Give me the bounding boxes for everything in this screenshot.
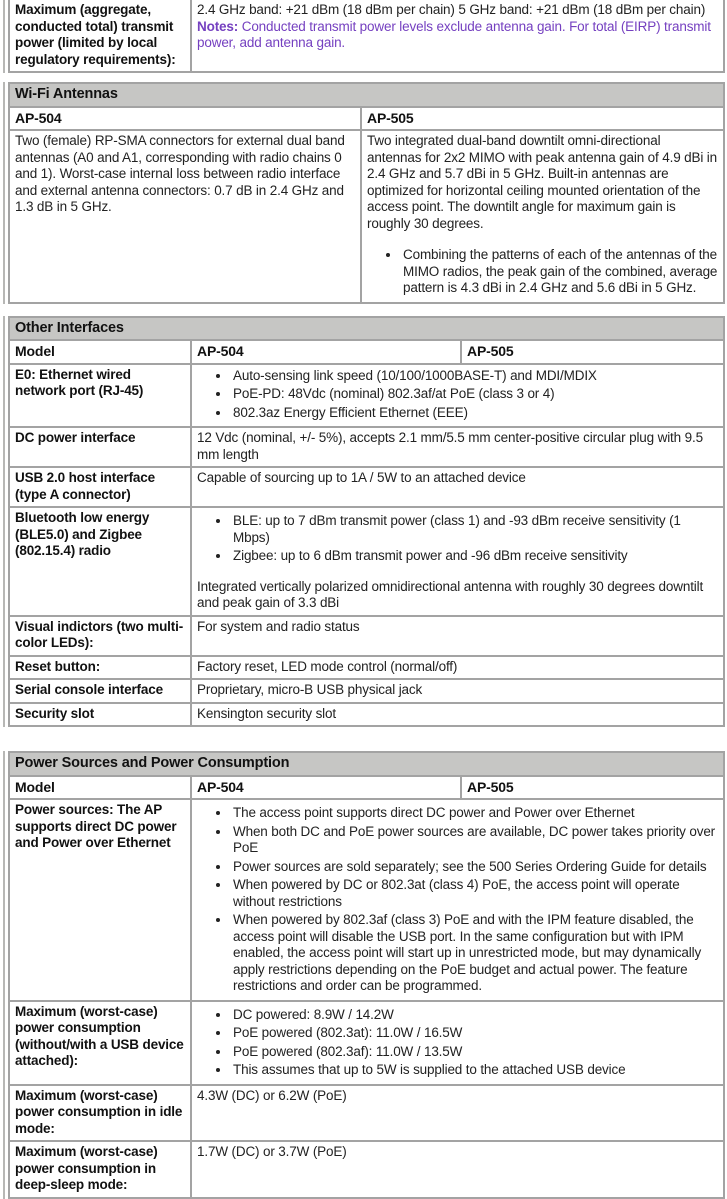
spec-label: Maximum (worst-case) power consumption (without/with a USB device attached): — [9, 1001, 191, 1085]
table-row — [9, 0, 724, 72]
ap505-antenna-cell — [361, 130, 724, 303]
column-header-row — [9, 776, 724, 800]
table-row-security-slot — [9, 703, 724, 727]
column-header-ap505: AP-505 — [361, 107, 724, 131]
table-row-reset-button — [9, 656, 724, 680]
bluetooth-antenna-note: Integrated vertically polarized omnidirectional antenna with roughly 30 degrees downtilt and peak gain of 3.3 dBi — [197, 578, 704, 610]
table-row-dc-power — [9, 427, 724, 467]
bullet-item: • BLE: up to 7 dBm transmit power (class 1) and -93 dBm receive sensitivity (1 Mbps) — [231, 513, 718, 546]
bullet-item: • Power sources are sold separately; see the 500 Series Ordering Guide for details — [231, 859, 718, 876]
column-header-ap505: AP-505 — [461, 776, 724, 800]
spec-value: 4.3W (DC) or 6.2W (PoE) — [191, 1085, 724, 1142]
bullet-item: • When both DC and PoE power sources are available, DC power takes priority over PoE — [231, 824, 718, 857]
column-header-model: Model — [9, 776, 191, 800]
spec-value: 12 Vdc (nominal, +/- 5%), accepts 2.1 mm/5.5 mm center-positive circular plug with 9.5 mm length — [191, 427, 724, 467]
table-row-serial-console — [9, 679, 724, 703]
section-title: Power Sources and Power Consumption — [9, 752, 724, 776]
spec-value: Kensington security slot — [191, 703, 724, 727]
bullet-item: • DC powered: 8.9W / 14.2W — [231, 1007, 718, 1024]
spec-value: For system and radio status — [191, 616, 724, 656]
spec-label: Visual indictors (two multi-color LEDs): — [9, 616, 191, 656]
spec-value — [191, 799, 724, 1001]
bullet-item: • When powered by DC or 802.3at (class 4) PoE, the access point will operate without restrictions — [231, 877, 718, 910]
spec-label: Reset button: — [9, 656, 191, 680]
spec-value: Proprietary, micro-B USB physical jack — [191, 679, 724, 703]
section-title: Wi-Fi Antennas — [9, 83, 724, 107]
other-interfaces-section — [8, 316, 727, 728]
spec-label: E0: Ethernet wired network port (RJ-45) — [9, 364, 191, 428]
table-row-power-sources — [9, 799, 724, 1001]
spec-label: Bluetooth low energy (BLE5.0) and Zigbee (802.15.4) radio — [9, 507, 191, 616]
transmit-power-section — [8, 0, 727, 73]
other-interfaces-table — [8, 316, 725, 728]
table-row-idle-power — [9, 1085, 724, 1142]
bullet-item: • Combining the patterns of each of the antennas of the MIMO radios, the peak gain of the combined, average pattern is 4.3 dBi in 2.4 GHz and 5.6 dBi in 5 GHz. — [401, 247, 718, 297]
table-row-usb — [9, 467, 724, 507]
ap505-antenna-text: Two integrated dual-band downtilt omni-directional antennas for 2x2 MIMO with peak antenna gain of 4.9 dBi in 2.4 GHz and 5.7 dBi in 5 GHz. Built-in antennas are optimized for horizontal ceiling mounted orientation of the access point. The downtilt angle for maximum gain is roughly 30 degrees. — [367, 133, 718, 231]
column-header-ap504: AP-504 — [191, 776, 461, 800]
spec-label: Maximum (aggregate, conducted total) transmit power (limited by local regulatory requirements): — [9, 0, 191, 72]
power-table — [8, 751, 725, 1199]
spec-label: Serial console interface — [9, 679, 191, 703]
spec-value — [191, 1001, 724, 1085]
section-title: Other Interfaces — [9, 317, 724, 341]
spec-value: Capable of sourcing up to 1A / 5W to an attached device — [191, 467, 724, 507]
table-row-max-power-consumption — [9, 1001, 724, 1085]
spec-label: Security slot — [9, 703, 191, 727]
bullet-item: • The access point supports direct DC power and Power over Ethernet — [231, 805, 718, 822]
bullet-list — [197, 1007, 718, 1079]
section-header-row — [9, 317, 724, 341]
transmit-power-table — [8, 0, 725, 73]
bullet-list — [197, 513, 718, 565]
table-row-visual-indicators — [9, 616, 724, 656]
column-header-row — [9, 340, 724, 364]
bullet-item: • PoE powered (802.3af): 11.0W / 13.5W — [231, 1044, 718, 1061]
bullet-item: • This assumes that up to 5W is supplied to the attached USB device — [231, 1062, 718, 1079]
bullet-list — [197, 368, 718, 422]
column-header-ap504: AP-504 — [9, 107, 361, 131]
bullet-item: • PoE powered (802.3at): 11.0W / 16.5W — [231, 1025, 718, 1042]
spec-label: Power sources: The AP supports direct DC power and Power over Ethernet — [9, 799, 191, 1001]
bullet-item: • Zigbee: up to 6 dBm transmit power and -96 dBm receive sensitivity — [231, 548, 718, 565]
bullet-item: • PoE-PD: 48Vdc (nominal) 802.3af/at PoE (class 3 or 4) — [231, 386, 718, 403]
spec-value — [191, 364, 724, 428]
spec-value: 1.7W (DC) or 3.7W (PoE) — [191, 1141, 724, 1198]
spec-label: DC power interface — [9, 427, 191, 467]
spec-value: Factory reset, LED mode control (normal/off) — [191, 656, 724, 680]
spec-label: Maximum (worst-case) power consumption in deep-sleep mode: — [9, 1141, 191, 1198]
notes-label: Notes: — [197, 18, 239, 34]
spec-value — [191, 0, 724, 72]
spec-label: Maximum (worst-case) power consumption in idle mode: — [9, 1085, 191, 1142]
column-header-row — [9, 107, 724, 131]
wifi-antennas-section — [8, 82, 727, 304]
table-row-deep-sleep-power — [9, 1141, 724, 1198]
table-row-ethernet — [9, 364, 724, 428]
section-header-row — [9, 752, 724, 776]
table-row — [9, 130, 724, 303]
transmit-power-value: 2.4 GHz band: +21 dBm (18 dBm per chain) 5 GHz band: +21 dBm (18 dBm per chain) — [197, 2, 706, 17]
bullet-item: • Auto-sensing link speed (10/100/1000BASE-T) and MDI/MDIX — [231, 368, 718, 385]
bullet-item: • 802.3az Energy Efficient Ethernet (EEE) — [231, 405, 718, 422]
bullet-item: • When powered by 802.3af (class 3) PoE and with the IPM feature disabled, the access point will disable the USB port. In the same configuration but with IPM enabled, the access point will start up in unrestricted mode, but may dynamically apply restrictions depending on the PoE budget and actual power. The feature restrictions and order can be programmed. — [231, 912, 718, 995]
spec-label: USB 2.0 host interface (type A connector) — [9, 467, 191, 507]
column-header-ap505: AP-505 — [461, 340, 724, 364]
notes-text: Conducted transmit power levels exclude antenna gain. For total (EIRP) transmit power, add antenna gain. — [197, 18, 711, 50]
table-row-bluetooth — [9, 507, 724, 616]
bullet-list — [367, 247, 718, 297]
ap504-antenna-text: Two (female) RP-SMA connectors for external dual band antennas (A0 and A1, corresponding with radio chains 0 and 1). Worst-case internal loss between radio interface and external antenna connectors: 0.7 dB in 2.4 GHz and 1.3 dB in 5 GHz. — [15, 133, 345, 214]
column-header-model: Model — [9, 340, 191, 364]
column-header-ap504: AP-504 — [191, 340, 461, 364]
wifi-antennas-table — [8, 82, 725, 304]
spec-value — [191, 507, 724, 616]
power-section — [8, 751, 727, 1199]
section-header-row — [9, 83, 724, 107]
transmit-power-notes — [197, 19, 718, 52]
ap504-antenna-cell — [9, 130, 361, 303]
bullet-list — [197, 805, 718, 995]
